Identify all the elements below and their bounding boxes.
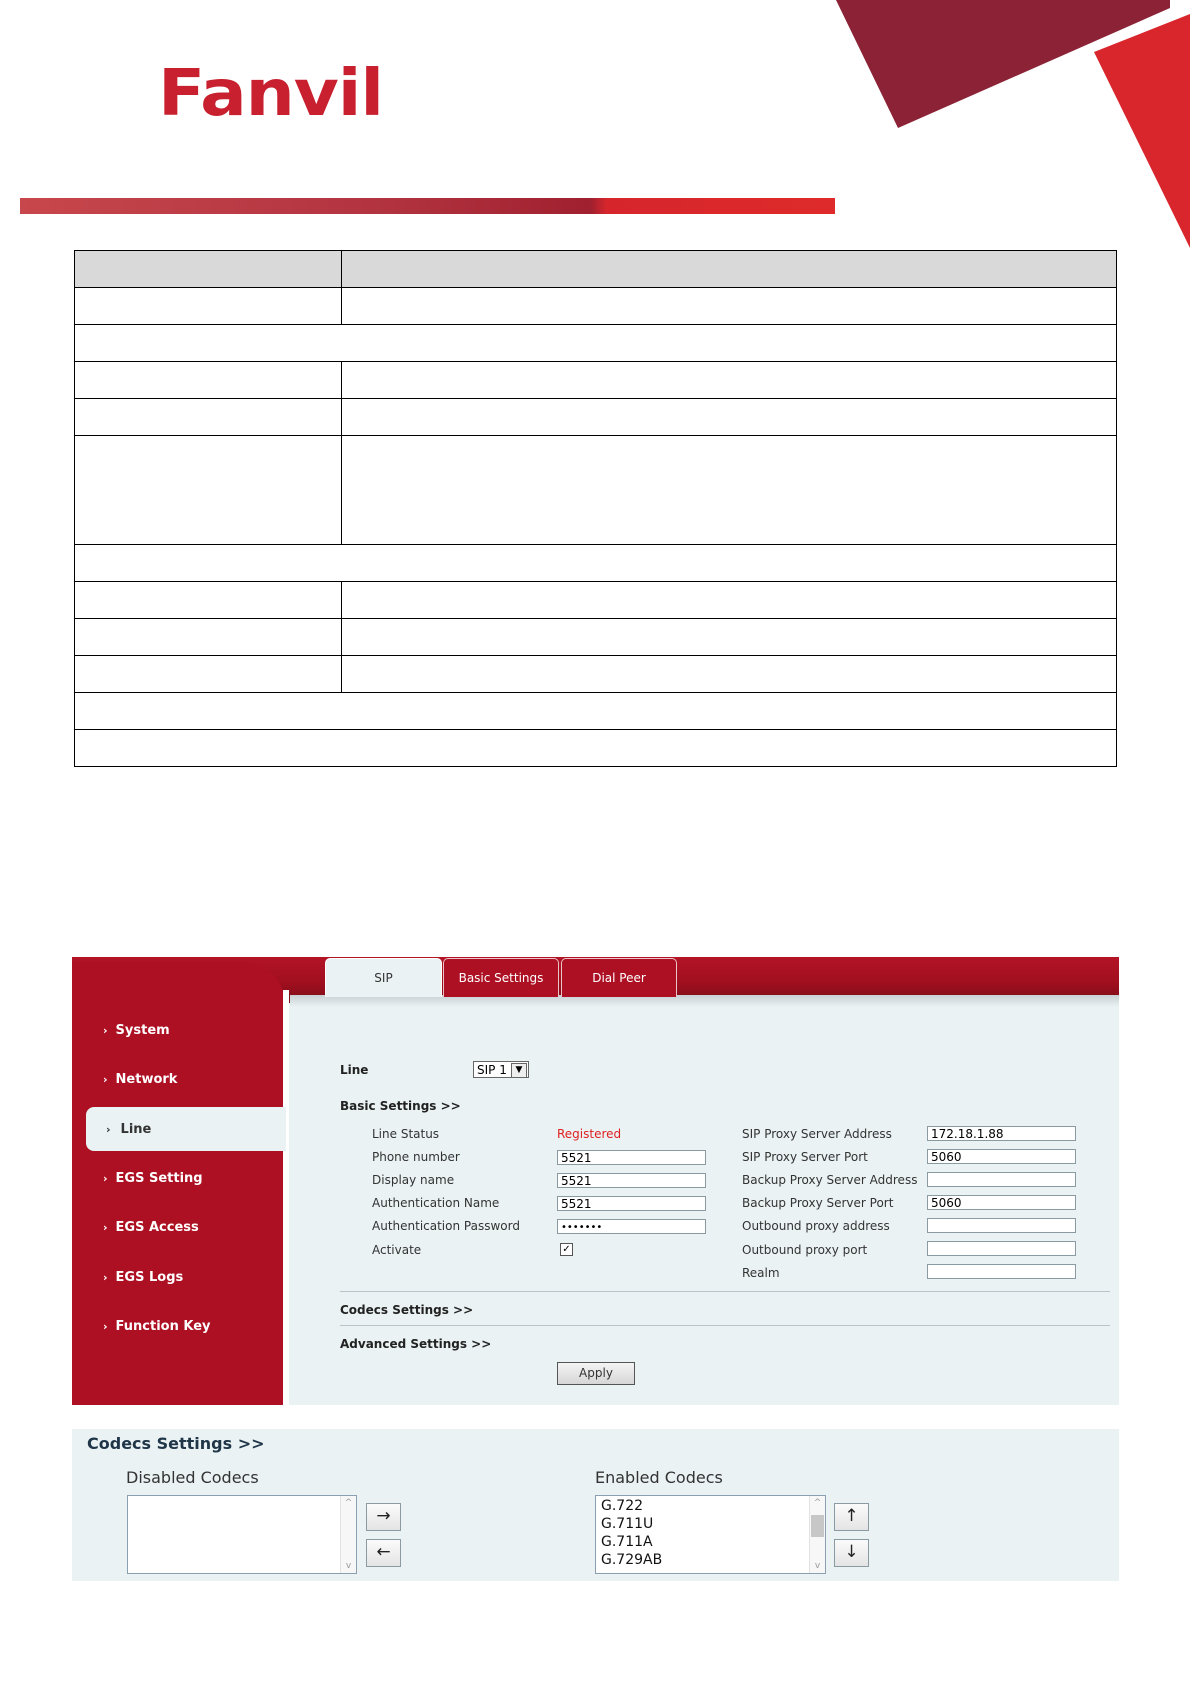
activate-checkbox[interactable] [560,1243,573,1256]
divider [340,1291,1110,1292]
realm-label: Realm [742,1266,780,1280]
sidebar-item-label: EGS Setting [115,1171,203,1186]
move-up-button[interactable]: ↑ [834,1503,869,1531]
codecs-panel-title[interactable]: Codecs Settings >> [87,1434,265,1453]
proxy-port-field[interactable]: 5060 [927,1149,1076,1164]
scroll-down-icon[interactable]: v [814,1561,821,1571]
sidebar-item-function-key[interactable] [103,1319,211,1334]
backup-port-field[interactable]: 5060 [927,1195,1076,1210]
advanced-settings-link[interactable]: Advanced Settings >> [340,1337,492,1351]
sidebar-item-label: System [115,1023,170,1038]
table-cell [75,288,342,325]
move-left-button[interactable]: ← [366,1539,401,1567]
checkmark-icon: ✓ [562,1244,571,1255]
chevron-right-icon: › [103,1221,108,1234]
activate-label: Activate [372,1243,422,1257]
line-label: Line [340,1063,369,1077]
scrollbar[interactable] [340,1496,356,1573]
table-section-row [75,325,1117,362]
display-name-label: Display name [372,1173,455,1187]
backup-address-field[interactable] [927,1172,1076,1187]
sidebar-edge [283,990,289,1405]
list-item[interactable]: G.711U [601,1516,654,1532]
phone-number-field[interactable]: 5521 [557,1150,706,1165]
table-cell [342,288,1117,325]
apply-button[interactable]: Apply [557,1362,635,1385]
table-section-row [75,545,1117,582]
chevron-right-icon: › [103,1172,108,1185]
scroll-thumb[interactable] [811,1515,824,1537]
proxy-address-label: SIP Proxy Server Address [742,1127,892,1141]
header-bar [20,198,835,214]
table-section-row [75,730,1117,767]
line-select[interactable] [473,1061,529,1078]
line-status-value: Registered [557,1127,622,1141]
table-cell [75,619,342,656]
disabled-codecs-label: Disabled Codecs [126,1468,259,1487]
chevron-right-icon: › [103,1073,108,1086]
list-item[interactable]: G.722 [601,1498,644,1514]
tab-basic-settings[interactable]: Basic Settings [443,958,559,997]
backup-port-label: Backup Proxy Server Port [742,1196,894,1210]
sidebar-item-egs-access[interactable] [103,1220,199,1235]
fanvil-logo: Fanvil [158,57,383,131]
table-cell [342,436,1117,545]
sidebar-item-label: EGS Access [115,1220,199,1235]
sidebar-item-egs-setting[interactable] [103,1171,203,1186]
table-cell [75,656,342,693]
table-cell [342,582,1117,619]
tab-sip[interactable]: SIP [325,958,442,997]
sidebar-item-label: Function Key [115,1319,211,1334]
outbound-address-label: Outbound proxy address [742,1219,890,1233]
chevron-down-icon: ▼ [511,1063,527,1078]
scrollbar[interactable] [809,1496,825,1573]
table-cell [75,362,342,399]
line-select-value: SIP 1 [477,1063,507,1077]
scroll-up-icon[interactable]: ^ [813,1498,822,1508]
auth-name-label: Authentication Name [372,1196,500,1210]
move-right-button[interactable]: → [366,1503,401,1531]
table-cell [75,582,342,619]
realm-field[interactable] [927,1264,1076,1279]
proxy-port-label: SIP Proxy Server Port [742,1150,868,1164]
chevron-right-icon: › [106,1123,111,1136]
scroll-up-icon[interactable]: ^ [344,1498,353,1508]
table-header-cell [342,251,1117,288]
auth-name-field[interactable]: 5521 [557,1196,706,1211]
auth-password-label: Authentication Password [372,1219,520,1233]
scroll-down-icon[interactable]: v [345,1561,352,1571]
sidebar-item-egs-logs[interactable] [103,1270,183,1285]
outbound-address-field[interactable] [927,1218,1076,1233]
proxy-address-field[interactable]: 172.18.1.88 [927,1126,1076,1141]
table-cell [342,399,1117,436]
chevron-right-icon: › [103,1320,108,1333]
backup-address-label: Backup Proxy Server Address [742,1173,918,1187]
line-status-label: Line Status [372,1127,440,1141]
list-item[interactable]: G.729AB [601,1552,663,1568]
divider [340,1325,1110,1326]
tab-dial-peer[interactable]: Dial Peer [561,958,677,997]
display-name-field[interactable]: 5521 [557,1173,706,1188]
table-cell [75,399,342,436]
codecs-settings-link[interactable]: Codecs Settings >> [340,1303,474,1317]
chevron-right-icon: › [103,1271,108,1284]
decor-bright-red-shape [1094,14,1190,248]
outbound-port-label: Outbound proxy port [742,1243,868,1257]
basic-settings-header[interactable]: Basic Settings >> [340,1099,461,1113]
move-down-button[interactable]: ↓ [834,1539,869,1567]
list-item[interactable]: G.711A [601,1534,653,1550]
table-cell [75,436,342,545]
outbound-port-field[interactable] [927,1241,1076,1256]
table-cell [342,656,1117,693]
empty-table [74,250,1117,767]
table-section-row [75,693,1117,730]
table-cell [342,619,1117,656]
auth-password-field[interactable]: ••••••• [557,1219,706,1234]
disabled-codecs-list[interactable] [127,1495,357,1574]
table-header-cell [75,251,342,288]
enabled-codecs-label: Enabled Codecs [595,1468,723,1487]
sidebar-item-network[interactable] [103,1072,177,1087]
sidebar-item-label: Line [120,1122,152,1137]
chevron-right-icon: › [103,1024,108,1037]
phone-number-label: Phone number [372,1150,460,1164]
sidebar-item-line-label [106,1122,151,1137]
sidebar-item-system[interactable] [103,1023,170,1038]
sidebar-item-label: EGS Logs [115,1270,184,1285]
enabled-codecs-list[interactable] [595,1495,826,1574]
table-cell [342,362,1117,399]
sidebar-item-label: Network [115,1072,178,1087]
